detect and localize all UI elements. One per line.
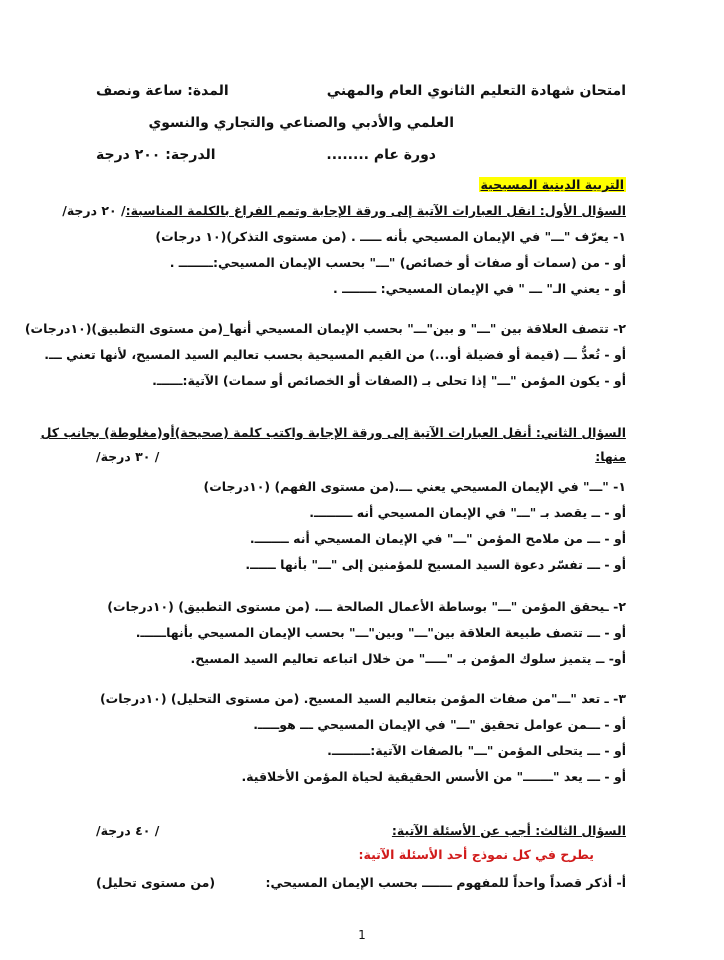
subject-title: التربية الدينية المسيحية [480,177,624,192]
q3-item-a-level: (من مستوى تحليل) [96,875,216,890]
q2-line-9: أو - ـــمن عوامل تحقيق "ـــ" في الإيمان المسيحي ـــ هوـــــ. [253,717,626,732]
q1-line-2: أو - من (سمات أو صفات أو خصائص) "ـــ" بحسب الإيمان المسيحي:ــــــــ . [169,255,626,270]
q2-title: السؤال الثاني: أنقل العبارات الآتية إلى ورقة الإجابة واكتب كلمة (صحيحة)أو(مغلوطة) بجانب كل [40,425,626,440]
q2-line-11: أو - ـــ يعد "ـــــــ" من الأسس الحقيقية لحياة المؤمن الأخلاقية. [241,769,626,784]
q2-title-row-2 [96,448,626,466]
q3-item-a-row [96,874,626,892]
header-row-3 [96,146,626,164]
q1-line-1: ١- يعرّف "ـــ" في الإيمان المسيحي بأنه ـــــ . (من مستوى التذكر)(١٠ درجات) [155,229,626,244]
header-row-1 [96,82,626,100]
exam-streams: العلمي والأدبي والصناعي والتجاري والنسوي [148,115,454,131]
q2-line-8: ٣- ـ تعد "ـــ"من صفات المؤمن بتعاليم السيد المسيح. (من مستوى التحليل) (١٠درجات) [99,691,626,706]
q1-marks: / ٢٠ درجة/ [62,203,126,218]
q2-line-5: ٢- ـيحقق المؤمن "ـــ" بوساطة الأعمال الصالحة ـــ. (من مستوى التطبيق) (١٠درجات) [107,599,626,614]
q1-title: السؤال الأول: انقل العبارات الآتية إلى ورقة الإجابة وتمم الفراغ بالكلمة المناسبة: [125,203,626,218]
q2-line-4: أو - ـــ تفسّر دعوة السيد المسيح للمؤمنين إلى "ـــ" بأنها ــــــ. [245,557,626,572]
exam-title: امتحان شهادة التعليم الثانوي العام والمهني [326,83,626,99]
q2-line-3: أو - ـــ من ملامح المؤمن "ـــ" في الإيمان المسيحي أنه ــــــــ. [249,531,626,546]
exam-duration: المدة: ساعة ونصف [96,83,229,99]
q2-marks: / ٣٠ درجة/ [96,449,160,464]
q2-line-6: أو - ـــ تتصف طبيعة العلاقة بين"ـــ" وبين"ـــ" بحسب الإيمان المسيحي بأنهاــــــ. [135,625,626,640]
q2-line-7: أو- ــ يتميز سلوك المؤمن بـ "ـــــ" من خلال اتباعه تعاليم السيد المسيح. [190,651,626,666]
q1-line-4: ٢- تتصف العلاقة بين "ـــ" و بين"ـــ" بحسب الإيمان المسيحي أنها_(من مستوى التطبيق)(١٠درجات) [24,321,626,336]
page-number: 1 [358,928,366,942]
q1-title-row [62,202,626,220]
q3-title-row [96,822,626,840]
q3-title: السؤال الثالث: أجب عن الأسئلة الآتية: [391,823,626,838]
q3-note: يطرح في كل نموذج أحد الأسئلة الآتية: [358,847,594,862]
q1-line-5: أو - تُعدُّ ـــ (قيمة أو فضيلة أو...) من القيم المسيحية بحسب تعاليم السيد المسيح، لأنها تعني ـــ. [44,347,626,362]
q2-title-cont: منها: [595,449,626,464]
q2-line-10: أو - ـــ يتحلى المؤمن "ـــ" بالصفات الآتية:ـــــــــ. [327,743,626,758]
q3-item-a: أ- أذكر قصداً واحداً للمفهوم ـــــــ بحسب الإيمان المسيحي: [265,875,626,890]
q1-line-6: أو - يكون المؤمن "ـــ" إذا تحلى بـ (الصفات أو الخصائص أو سمات) الآتية:ــــــ. [152,373,626,388]
exam-grade: الدرجة: ٢٠٠ درجة [96,147,216,163]
q2-line-2: أو - ــ يقصد بـ "ـــ" في الإيمان المسيحي أنه ـــــــــ. [309,505,626,520]
q1-line-3: أو - يعني الـ" ـــ " في الإيمان المسيحي: ــــــــ . [333,281,626,296]
q2-line-1: ١- "ـــ" في الإيمان المسيحي يعني ـــ.(من مستوى الفهم) (١٠درجات) [203,479,626,494]
exam-session: دورة عام ........ [326,147,436,163]
subject-title-row [96,176,626,194]
q3-marks: / ٤٠ درجة/ [96,823,160,838]
